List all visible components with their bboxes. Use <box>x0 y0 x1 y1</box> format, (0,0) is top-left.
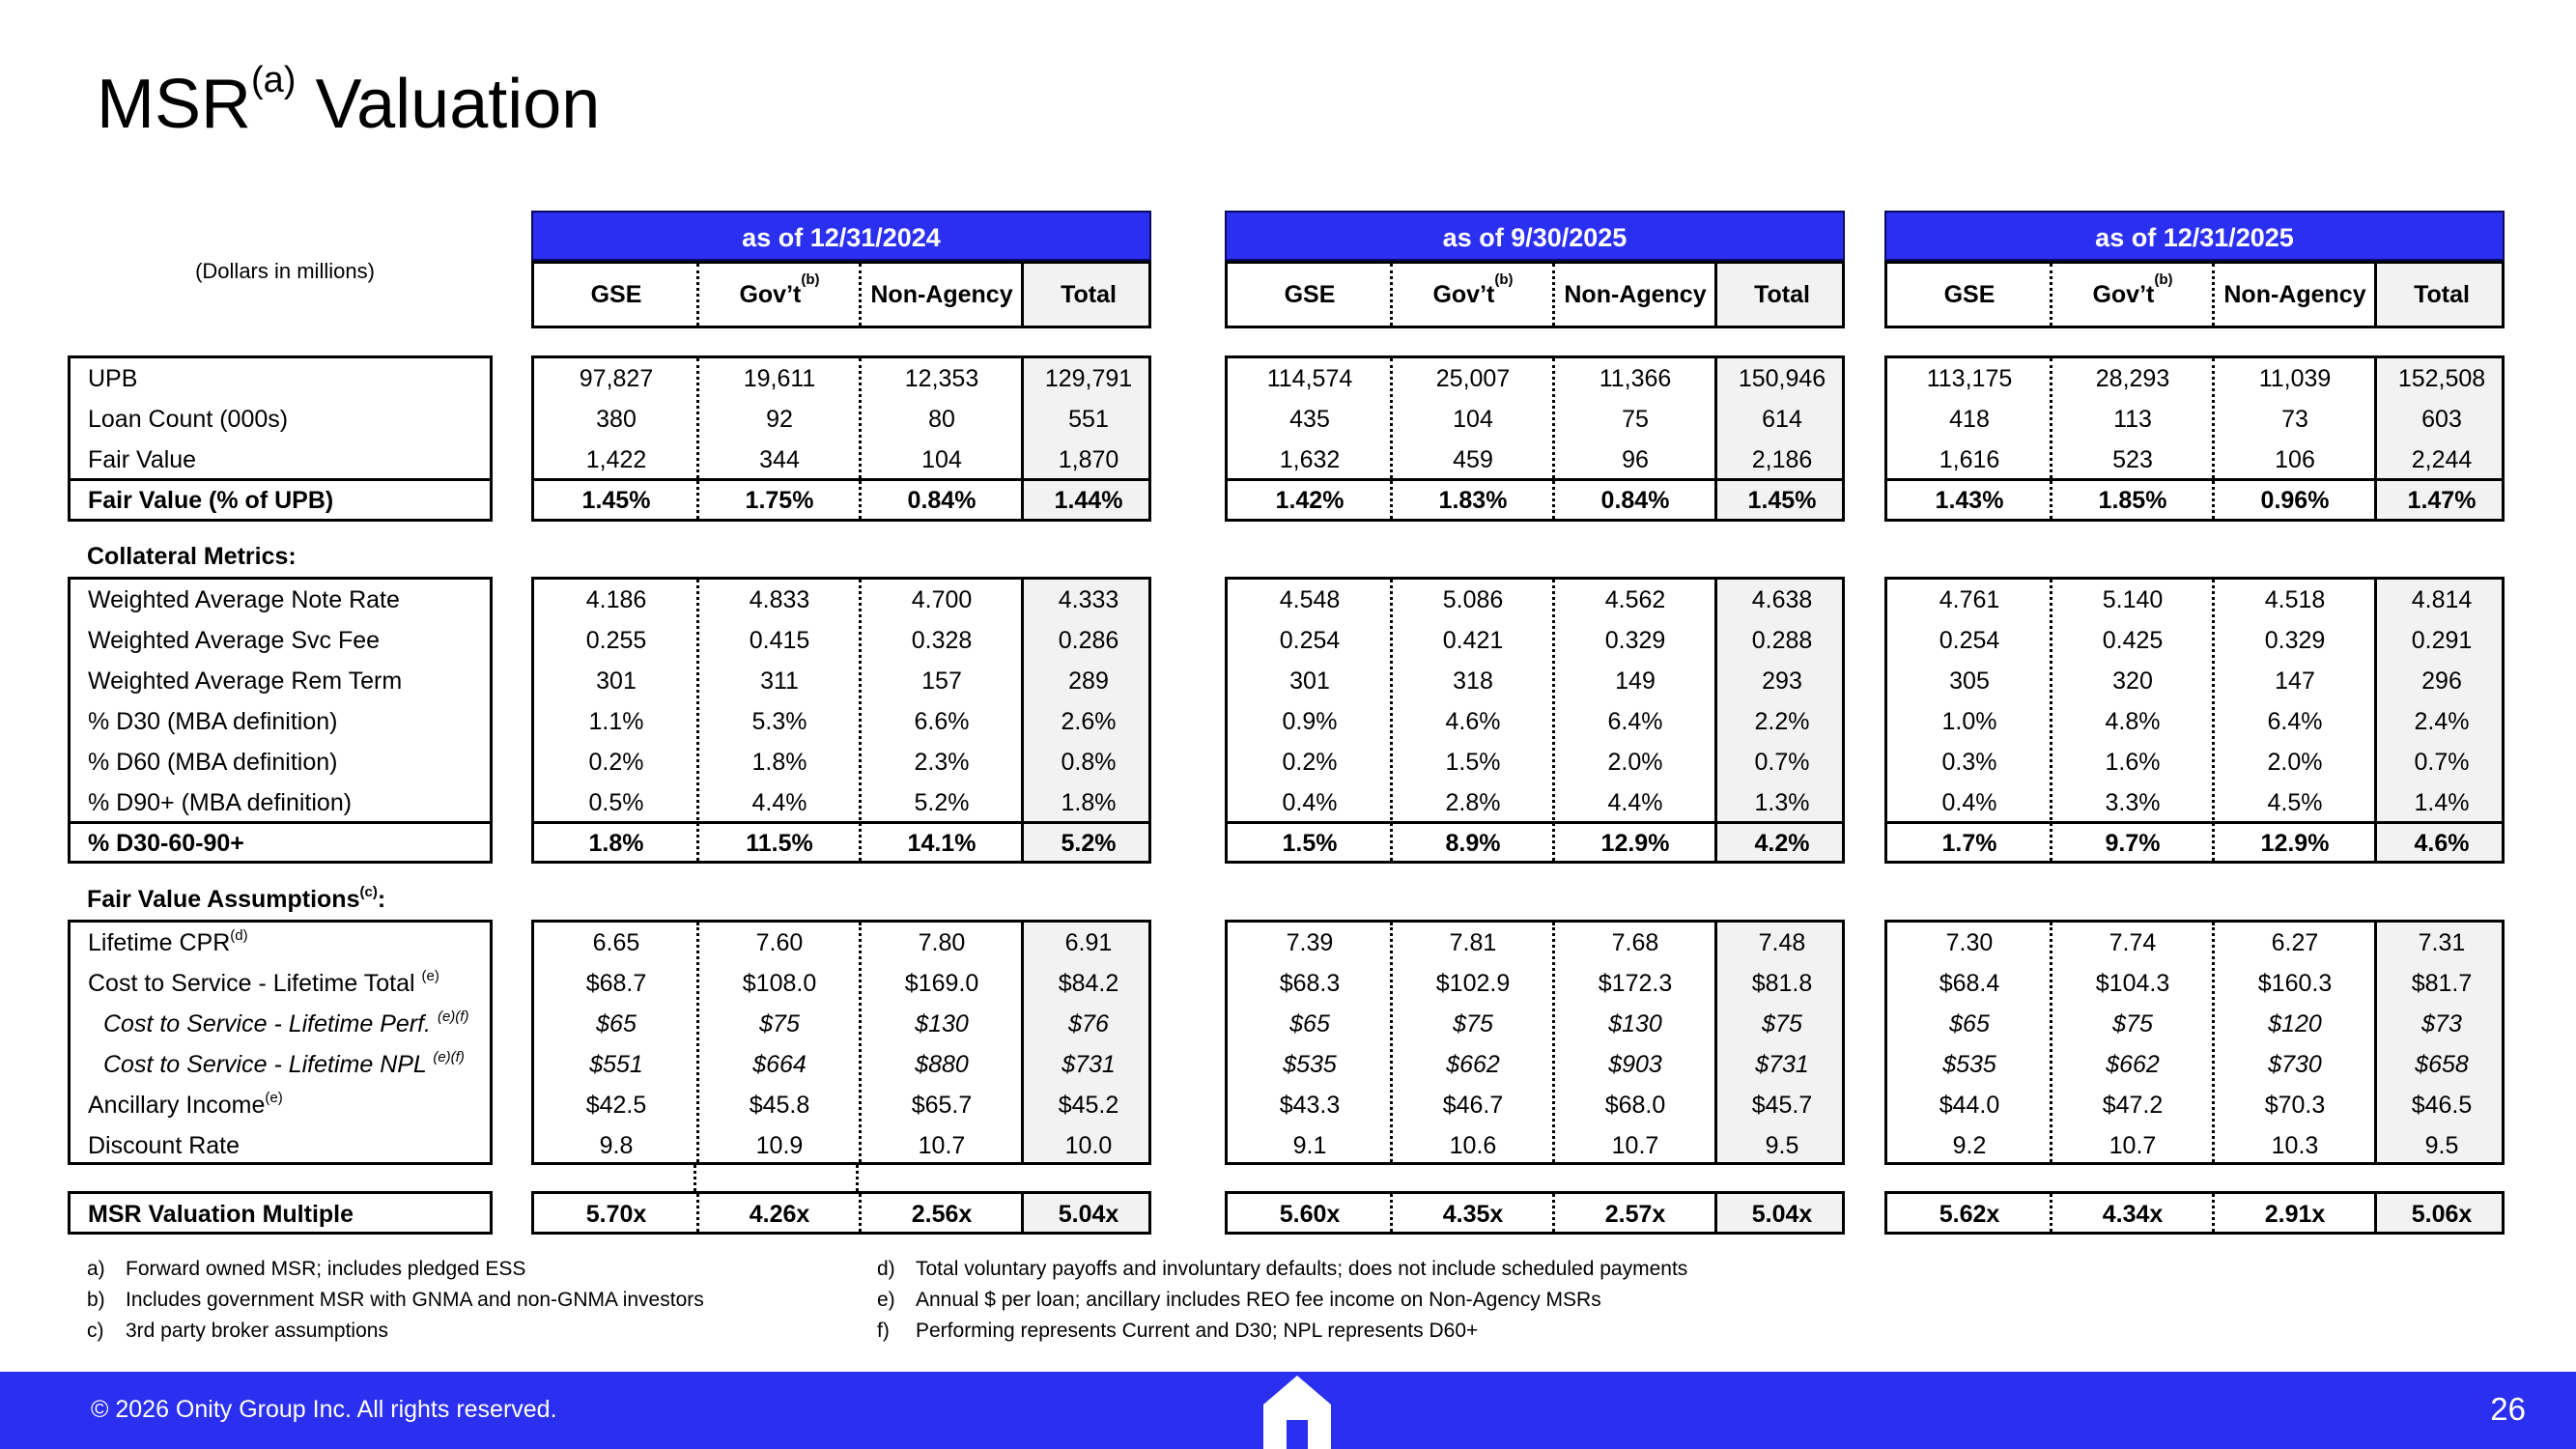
table-cell: $903 <box>1608 1051 1662 1078</box>
table-cell: 1.83% <box>1438 487 1508 514</box>
period-header: as of 12/31/2025 <box>1884 211 2505 261</box>
table-cell: 92 <box>766 406 793 433</box>
table-cell: 0.421 <box>1442 627 1504 654</box>
table-cell: 12,353 <box>904 365 979 392</box>
table-cell: 6.27 <box>2271 929 2319 956</box>
table-cell: 5.06x <box>2411 1201 2473 1228</box>
table-cell: 6.4% <box>1607 708 1663 735</box>
data-box-collateral <box>1884 577 2505 864</box>
table-cell: $44.0 <box>1939 1092 2000 1119</box>
table-cell: 7.81 <box>1449 929 1497 956</box>
table-cell: 25,007 <box>1435 365 1511 392</box>
table-cell: 0.286 <box>1058 627 1119 654</box>
table-cell: 3.3% <box>2105 789 2161 816</box>
table-cell: 10.0 <box>1064 1132 1113 1159</box>
page-number: 26 <box>2490 1391 2526 1427</box>
table-cell: 9.5 <box>1765 1132 1799 1159</box>
table-cell: 0.7% <box>2414 749 2470 776</box>
table-cell: 435 <box>1289 406 1330 433</box>
table-cell: $46.7 <box>1442 1092 1504 1119</box>
table-cell: $662 <box>1446 1051 1500 1078</box>
table-cell: $65 <box>1289 1010 1330 1037</box>
table-cell: 1,870 <box>1058 446 1119 473</box>
column-header: Non-Agency <box>2223 281 2366 308</box>
table-cell: 7.48 <box>1758 929 1806 956</box>
table-cell: 7.80 <box>918 929 966 956</box>
row-label: Cost to Service - Lifetime Perf. $^{(e)(f)}$ <box>103 1009 469 1037</box>
row-label: Weighted Average Rem Term <box>88 668 403 695</box>
table-cell: 2.8% <box>1445 789 1501 816</box>
data-box-assumptions <box>1225 920 1845 1165</box>
table-cell: 4.814 <box>2411 586 2473 613</box>
table-cell: $45.2 <box>1058 1092 1119 1119</box>
data-box-upb <box>1884 355 2505 522</box>
page-title: MSR$^{(a)}$ Valuation <box>97 60 601 143</box>
table-cell: $81.7 <box>2411 970 2473 997</box>
footnote: f) Performing represents Current and D30; NPL represents D60+ <box>877 1320 1479 1342</box>
table-cell: 0.8% <box>1061 749 1117 776</box>
table-cell: 1.4% <box>2414 789 2470 816</box>
table-cell: 7.39 <box>1286 929 1334 956</box>
row-label: % D90+ (MBA definition) <box>88 789 353 816</box>
table-cell: 301 <box>596 668 637 695</box>
column-header: $Gov’t^{(b)}$ <box>2092 270 2173 308</box>
table-cell: $43.3 <box>1279 1092 1341 1119</box>
table-cell: 1.85% <box>2098 487 2167 514</box>
table-cell: $104.3 <box>2095 970 2170 997</box>
table-cell: $65 <box>1949 1010 1990 1037</box>
column-header-row <box>1884 261 2505 328</box>
data-box-multiple <box>531 1191 1151 1235</box>
table-cell: 147 <box>2275 668 2315 695</box>
table-cell: 6.65 <box>592 929 640 956</box>
table-cell: 0.5% <box>588 789 644 816</box>
table-cell: 523 <box>2112 446 2153 473</box>
column-header: $Gov’t^{(b)}$ <box>739 270 820 308</box>
table-cell: $75 <box>1762 1010 1802 1037</box>
table-cell: 4.26x <box>749 1201 810 1228</box>
row-label: % D30 (MBA definition) <box>88 708 338 735</box>
row-label: Ancillary Income$^{(e)}$ <box>88 1090 283 1119</box>
section-title-assumptions: Fair Value Assumptions$^{(c)}$: <box>87 884 386 913</box>
table-cell: 305 <box>1949 668 1990 695</box>
column-header: GSE <box>1943 281 1996 308</box>
table-cell: 7.60 <box>755 929 804 956</box>
section-title-collateral: Collateral Metrics: <box>87 543 297 570</box>
table-cell: $535 <box>1942 1051 1996 1078</box>
table-cell: 4.6% <box>2414 830 2470 857</box>
footnote: b) Includes government MSR with GNMA and non-GNMA investors <box>87 1289 704 1311</box>
table-cell: 614 <box>1762 406 1802 433</box>
label-box-upb <box>68 355 493 522</box>
table-cell: 73 <box>2281 406 2308 433</box>
table-cell: 10.9 <box>755 1132 804 1159</box>
table-cell: 6.91 <box>1064 929 1113 956</box>
label-box-multiple <box>68 1191 493 1235</box>
table-cell: 1.42% <box>1275 487 1345 514</box>
table-cell: 7.74 <box>2109 929 2157 956</box>
table-cell: $658 <box>2415 1051 2469 1078</box>
table-cell: 4.2% <box>1754 830 1810 857</box>
table-cell: 2.56x <box>911 1201 973 1228</box>
table-cell: 311 <box>760 668 799 695</box>
units-note: (Dollars in millions) <box>195 259 375 283</box>
table-cell: 1,632 <box>1279 446 1341 473</box>
table-cell: 11.5% <box>746 830 813 857</box>
table-cell: 1.1% <box>588 708 644 735</box>
table-cell: $551 <box>589 1051 643 1078</box>
table-cell: 603 <box>2421 406 2462 433</box>
table-cell: 5.60x <box>1279 1201 1341 1228</box>
table-cell: 4.518 <box>2264 586 2326 613</box>
table-cell: 1.47% <box>2407 487 2477 514</box>
table-cell: 1.5% <box>1445 749 1501 776</box>
column-header: Non-Agency <box>1564 281 1707 308</box>
table-cell: 11,039 <box>2258 365 2332 392</box>
footnote: a) Forward owned MSR; includes pledged ESS <box>87 1258 526 1280</box>
table-cell: 2,244 <box>2411 446 2473 473</box>
dotted-connector <box>694 1165 696 1191</box>
table-cell: $46.5 <box>2411 1092 2473 1119</box>
table-cell: 0.84% <box>907 487 977 514</box>
table-cell: 4.638 <box>1751 586 1813 613</box>
table-cell: $65.7 <box>911 1092 973 1119</box>
table-cell: $535 <box>1283 1051 1337 1078</box>
table-cell: $47.2 <box>2102 1092 2164 1119</box>
table-cell: $68.7 <box>585 970 647 997</box>
table-cell: 9.8 <box>599 1132 634 1159</box>
table-cell: $130 <box>915 1010 969 1037</box>
table-cell: 0.7% <box>1754 749 1810 776</box>
table-cell: $731 <box>1062 1051 1116 1078</box>
table-cell: 10.7 <box>2109 1132 2157 1159</box>
table-cell: 1.8% <box>751 749 807 776</box>
table-cell: 113 <box>2113 406 2152 433</box>
row-label-d30-total: % D30-60-90+ <box>88 830 244 857</box>
table-cell: 0.96% <box>2260 487 2330 514</box>
table-cell: 6.4% <box>2267 708 2323 735</box>
table-cell: 0.425 <box>2102 627 2164 654</box>
table-cell: $75 <box>759 1010 800 1037</box>
row-label: Fair Value <box>88 446 197 473</box>
table-cell: 28,293 <box>2095 365 2170 392</box>
table-cell: 5.04x <box>1058 1201 1119 1228</box>
table-cell: $42.5 <box>585 1092 647 1119</box>
table-cell: 1.44% <box>1054 487 1123 514</box>
table-cell: 1,422 <box>585 446 647 473</box>
table-cell: $68.0 <box>1604 1092 1666 1119</box>
table-cell: 96 <box>1622 446 1649 473</box>
table-cell: $65 <box>596 1010 637 1037</box>
table-cell: 1.7% <box>1941 830 1997 857</box>
table-cell: 4.548 <box>1279 586 1341 613</box>
column-header: Non-Agency <box>870 281 1013 308</box>
footnote: d) Total voluntary payoffs and involuntary defaults; does not include scheduled payments <box>877 1258 1688 1280</box>
dotted-connector <box>856 1165 859 1191</box>
table-cell: 14.1% <box>907 830 977 857</box>
table-cell: 459 <box>1453 446 1493 473</box>
table-cell: 0.328 <box>911 627 973 654</box>
table-cell: $76 <box>1068 1010 1109 1037</box>
footnote: e) Annual $ per loan; ancillary includes REO fee income on Non-Agency MSRs <box>877 1289 1601 1311</box>
table-cell: 4.6% <box>1445 708 1501 735</box>
table-cell: 75 <box>1622 406 1649 433</box>
table-cell: 0.84% <box>1600 487 1670 514</box>
table-cell: 2.91x <box>2264 1201 2326 1228</box>
table-cell: 1.8% <box>588 830 644 857</box>
table-cell: 5.04x <box>1751 1201 1813 1228</box>
table-cell: 1.45% <box>581 487 651 514</box>
table-cell: $730 <box>2268 1051 2322 1078</box>
table-cell: $102.9 <box>1435 970 1511 997</box>
table-cell: 0.4% <box>1282 789 1338 816</box>
table-cell: $731 <box>1755 1051 1809 1078</box>
row-label: % D60 (MBA definition) <box>88 749 338 776</box>
table-cell: $160.3 <box>2257 970 2333 997</box>
data-box-multiple <box>1884 1191 2505 1235</box>
row-label: Cost to Service - Lifetime NPL $^{(e)(f)}$ <box>103 1049 465 1078</box>
data-box-multiple <box>1225 1191 1845 1235</box>
column-header: Total <box>1754 281 1810 308</box>
table-cell: $664 <box>752 1051 807 1078</box>
table-cell: 19,611 <box>743 365 816 392</box>
row-label-fair-value-pct: Fair Value (% of UPB) <box>88 487 334 514</box>
data-box-upb <box>1225 355 1845 522</box>
data-box-assumptions <box>1884 920 2505 1165</box>
table-cell: $108.0 <box>742 970 817 997</box>
table-cell: 380 <box>596 406 637 433</box>
row-label: Lifetime CPR$^{(d)}$ <box>88 927 248 956</box>
table-cell: 157 <box>921 668 962 695</box>
table-cell: 9.1 <box>1292 1132 1327 1159</box>
table-cell: 4.4% <box>751 789 807 816</box>
table-cell: 0.291 <box>2411 627 2473 654</box>
table-cell: 1.0% <box>1941 708 1997 735</box>
period-header: as of 9/30/2025 <box>1225 211 1845 261</box>
table-cell: 4.34x <box>2102 1201 2164 1228</box>
table-cell: 114,574 <box>1266 365 1353 392</box>
table-cell: 4.833 <box>749 586 810 613</box>
table-cell: 0.254 <box>1939 627 2000 654</box>
table-cell: $68.4 <box>1939 970 2000 997</box>
table-cell: $84.2 <box>1058 970 1119 997</box>
table-cell: 4.8% <box>2105 708 2161 735</box>
table-cell: 1.6% <box>2105 749 2161 776</box>
table-cell: $75 <box>1453 1010 1493 1037</box>
table-cell: $68.3 <box>1279 970 1341 997</box>
table-cell: $120 <box>2268 1010 2322 1037</box>
table-cell: $662 <box>2106 1051 2160 1078</box>
data-box-collateral <box>531 577 1151 864</box>
table-cell: 150,946 <box>1738 365 1826 392</box>
table-cell: 0.3% <box>1941 749 1997 776</box>
column-header: GSE <box>1284 281 1336 308</box>
table-cell: $172.3 <box>1598 970 1673 997</box>
table-cell: $880 <box>915 1051 969 1078</box>
data-box-assumptions <box>531 920 1151 1165</box>
column-header: Total <box>1061 281 1117 308</box>
table-cell: 5.086 <box>1442 586 1504 613</box>
table-cell: 293 <box>1762 668 1802 695</box>
table-cell: 5.3% <box>751 708 807 735</box>
table-cell: 4.562 <box>1604 586 1666 613</box>
table-cell: 4.35x <box>1442 1201 1504 1228</box>
period-header: as of 12/31/2024 <box>531 211 1151 261</box>
table-cell: 320 <box>2112 668 2153 695</box>
table-cell: 5.2% <box>1061 830 1117 857</box>
onity-logo-icon <box>1256 1372 1339 1449</box>
table-cell: 7.68 <box>1611 929 1659 956</box>
table-cell: 2.57x <box>1604 1201 1666 1228</box>
table-cell: 2.4% <box>2414 708 2470 735</box>
table-cell: 0.254 <box>1279 627 1341 654</box>
table-cell: 10.6 <box>1449 1132 1497 1159</box>
table-cell: 0.9% <box>1282 708 1338 735</box>
table-cell: 0.329 <box>1604 627 1666 654</box>
table-cell: $81.8 <box>1751 970 1813 997</box>
data-box-collateral <box>1225 577 1845 864</box>
data-box-upb <box>531 355 1151 522</box>
table-cell: 10.3 <box>2271 1132 2319 1159</box>
table-cell: 4.333 <box>1058 586 1119 613</box>
table-cell: 1.8% <box>1061 789 1117 816</box>
table-cell: 4.5% <box>2267 789 2323 816</box>
table-cell: 11,366 <box>1599 365 1672 392</box>
table-cell: $45.7 <box>1751 1092 1813 1119</box>
table-cell: $169.0 <box>904 970 979 997</box>
table-cell: 2.0% <box>2267 749 2323 776</box>
table-cell: 344 <box>759 446 800 473</box>
table-cell: 5.62x <box>1939 1201 2000 1228</box>
table-cell: 7.30 <box>1945 929 1994 956</box>
table-cell: 4.700 <box>911 586 973 613</box>
table-cell: 9.7% <box>2105 830 2161 857</box>
row-label: Loan Count (000s) <box>88 406 289 433</box>
row-label-multiple: MSR Valuation Multiple <box>88 1201 354 1228</box>
table-cell: 80 <box>928 406 955 433</box>
table-cell: 289 <box>1068 668 1109 695</box>
table-cell: 2.2% <box>1754 708 1810 735</box>
column-header: Total <box>2414 281 2470 308</box>
row-label: Discount Rate <box>88 1132 241 1159</box>
table-cell: $75 <box>2112 1010 2153 1037</box>
table-cell: 2.3% <box>914 749 970 776</box>
row-label: Cost to Service - Lifetime Total $^{(e)}$ <box>88 968 439 997</box>
table-cell: 0.329 <box>2264 627 2326 654</box>
table-cell: 9.2 <box>1952 1132 1987 1159</box>
table-cell: 0.2% <box>1282 749 1338 776</box>
table-cell: 6.6% <box>914 708 970 735</box>
column-header-row <box>1225 261 1845 328</box>
table-cell: $45.8 <box>749 1092 810 1119</box>
table-cell: 4.186 <box>585 586 647 613</box>
table-cell: 0.415 <box>749 627 810 654</box>
table-cell: 10.7 <box>918 1132 966 1159</box>
table-cell: $70.3 <box>2264 1092 2326 1119</box>
column-header: $Gov’t^{(b)}$ <box>1432 270 1514 308</box>
table-cell: 301 <box>1289 668 1330 695</box>
row-label: Weighted Average Note Rate <box>88 586 400 613</box>
table-cell: 97,827 <box>579 365 654 392</box>
table-cell: 104 <box>921 446 962 473</box>
table-cell: 1.5% <box>1282 830 1338 857</box>
table-cell: 2,186 <box>1751 446 1813 473</box>
table-cell: 0.255 <box>585 627 647 654</box>
column-header-row <box>531 261 1151 328</box>
row-label: UPB <box>88 365 138 392</box>
table-cell: $73 <box>2421 1010 2462 1037</box>
table-cell: 1.43% <box>1935 487 2004 514</box>
table-cell: 4.761 <box>1939 586 2000 613</box>
table-cell: 5.2% <box>914 789 970 816</box>
table-cell: 8.9% <box>1445 830 1501 857</box>
table-cell: 0.4% <box>1941 789 1997 816</box>
copyright-text: © 2026 Onity Group Inc. All rights reserved. <box>91 1396 557 1423</box>
table-cell: 12.9% <box>1600 830 1670 857</box>
table-cell: 1.45% <box>1747 487 1817 514</box>
table-cell: 1.3% <box>1754 789 1810 816</box>
table-cell: 113,175 <box>1926 365 2013 392</box>
label-box-assumptions <box>68 920 493 1165</box>
table-cell: $130 <box>1608 1010 1662 1037</box>
table-cell: 1.75% <box>745 487 814 514</box>
table-cell: 5.70x <box>585 1201 647 1228</box>
row-label: Weighted Average Svc Fee <box>88 627 381 654</box>
table-cell: 104 <box>1453 406 1493 433</box>
table-cell: 0.2% <box>588 749 644 776</box>
table-cell: 296 <box>2421 668 2462 695</box>
table-cell: 12.9% <box>2260 830 2330 857</box>
table-cell: 9.5 <box>2424 1132 2459 1159</box>
table-cell: 10.7 <box>1611 1132 1659 1159</box>
table-cell: 318 <box>1453 668 1493 695</box>
column-header: GSE <box>590 281 642 308</box>
table-cell: 106 <box>2275 446 2315 473</box>
table-cell: 551 <box>1068 406 1109 433</box>
table-cell: 149 <box>1615 668 1656 695</box>
table-cell: 7.31 <box>2418 929 2466 956</box>
table-cell: 2.6% <box>1061 708 1117 735</box>
table-cell: 4.4% <box>1607 789 1663 816</box>
table-cell: 2.0% <box>1607 749 1663 776</box>
footnote: c) 3rd party broker assumptions <box>87 1320 388 1342</box>
table-cell: 5.140 <box>2102 586 2164 613</box>
table-cell: 0.288 <box>1751 627 1813 654</box>
table-cell: 418 <box>1949 406 1990 433</box>
table-cell: 152,508 <box>2397 365 2486 392</box>
table-cell: 129,791 <box>1044 365 1133 392</box>
label-box-collateral <box>68 577 493 864</box>
table-cell: 1,616 <box>1939 446 2000 473</box>
